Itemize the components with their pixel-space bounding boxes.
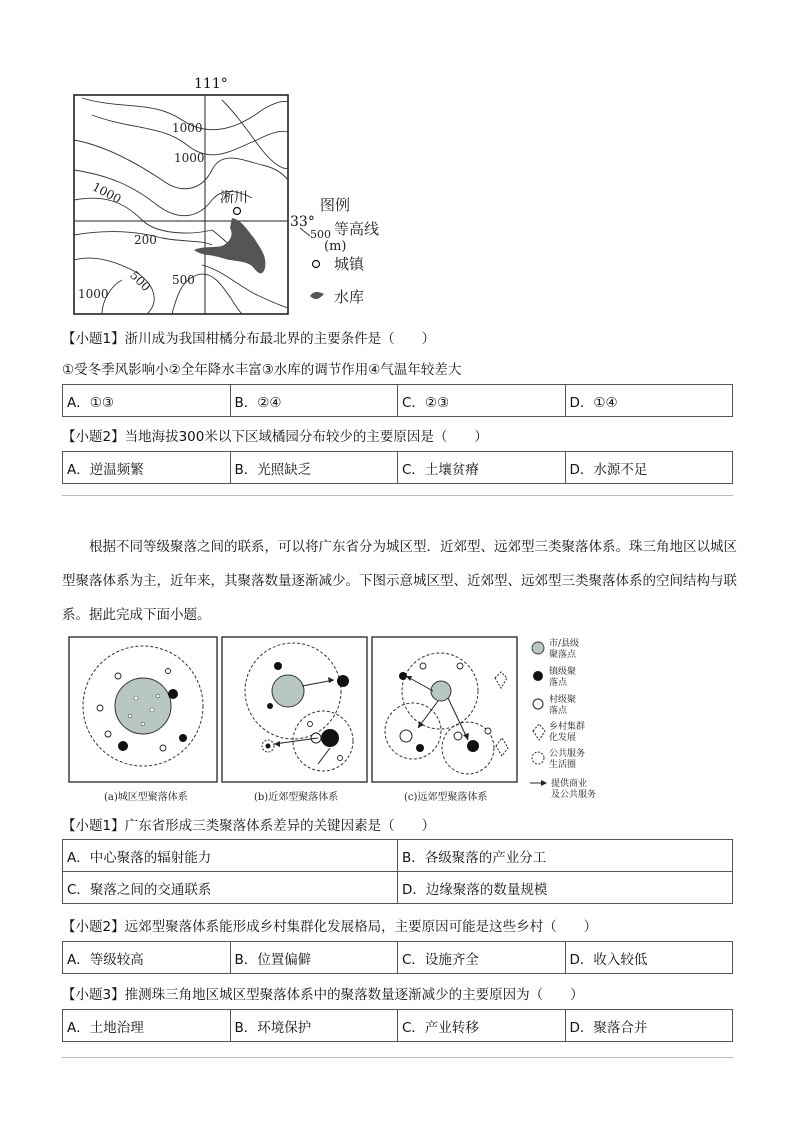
contour-label-4: 200 <box>134 233 157 247</box>
legend-reservoir-label: 水库 <box>334 288 365 306</box>
legend-item-label: 公共服务 <box>549 749 586 759</box>
legend-item-label: 市/县级 <box>549 639 580 649</box>
legend-reservoir-icon <box>310 292 324 299</box>
contour-label-6: 500 <box>172 273 195 287</box>
legend-town-icon <box>313 261 320 268</box>
legend-contour-label: 等高线 <box>334 220 380 238</box>
legend-contour-value: 500 <box>310 228 331 241</box>
legend-item-label: 落点 <box>549 678 568 688</box>
legend-item-label: 化发展 <box>549 733 577 743</box>
option-c[interactable]: C．产业转移 <box>398 1010 566 1042</box>
contour-label-3: 1000 <box>89 179 124 207</box>
option-d[interactable]: D．①④ <box>565 385 733 417</box>
options-table <box>62 451 733 484</box>
legend-town-label: 城镇 <box>334 255 365 273</box>
grey-dot-icon <box>532 642 544 654</box>
intro-paragraph <box>62 530 738 632</box>
options-table <box>62 384 733 417</box>
longitude-label: 111° <box>194 76 228 92</box>
question-stem: 【小题3】推测珠三角地区城区型聚落体系中的聚落数量逐渐减少的主要原因为（ ） <box>62 987 584 1003</box>
settlement-figure <box>68 636 618 808</box>
hollow-dot-icon <box>533 699 543 709</box>
legend-item-label: 聚落点 <box>549 650 577 660</box>
contour-label-2: 1000 <box>174 151 205 165</box>
option-d[interactable]: D．收入较低 <box>565 942 733 974</box>
option-d[interactable]: D．水源不足 <box>565 452 733 484</box>
caption-a: (a)城区型聚落体系 <box>104 792 188 803</box>
option-a[interactable]: A．①③ <box>63 385 231 417</box>
legend-item-label: 生活圈 <box>549 760 577 770</box>
option-c[interactable]: C．设施齐全 <box>398 942 566 974</box>
option-a[interactable]: A．土地治理 <box>63 1010 231 1042</box>
city-node <box>272 675 304 707</box>
option-c[interactable]: C．②③ <box>398 385 566 417</box>
option-c[interactable]: C．聚落之间的交通联系 <box>63 872 398 904</box>
latitude-label: 33° <box>290 214 315 230</box>
legend-title: 图例 <box>320 196 351 214</box>
options-table <box>62 941 733 974</box>
option-a[interactable]: A．等级较高 <box>63 942 231 974</box>
option-a[interactable]: A．逆温频繁 <box>63 452 231 484</box>
contour-label-1: 1000 <box>172 121 203 135</box>
question-stem: 【小题1】广东省形成三类聚落体系差异的关键因素是（ ） <box>62 818 436 834</box>
legend-item-label: 村级聚 <box>549 695 577 705</box>
caption-c: (c)远郊型聚落体系 <box>404 792 488 803</box>
panel-a <box>69 637 217 782</box>
dashed-circle-icon <box>532 752 544 764</box>
legend-item-label: 及公共服务 <box>551 790 597 800</box>
option-c[interactable]: C．土壤贫瘠 <box>398 452 566 484</box>
section-divider <box>62 1057 733 1058</box>
black-dot-icon <box>533 671 543 681</box>
town-marker <box>234 208 241 215</box>
caption-b: (b)近郊型聚落体系 <box>254 792 339 803</box>
legend-item-label: 落点 <box>549 706 568 716</box>
legend-contour-unit: (m) <box>324 239 347 254</box>
options-table <box>62 839 733 904</box>
options-table <box>62 1009 733 1042</box>
option-b[interactable]: B．光照缺乏 <box>230 452 398 484</box>
topographic-map <box>62 70 402 320</box>
section-divider <box>62 495 733 496</box>
panel-c <box>372 637 517 782</box>
statement-list: ①受冬季风影响小②全年降水丰富③水库的调节作用④气温年较差大 <box>62 362 462 378</box>
option-a[interactable]: A．中心聚落的辐射能力 <box>63 840 398 872</box>
option-b[interactable]: B．环境保护 <box>230 1010 398 1042</box>
question-stem: 【小题1】浙川成为我国柑橘分布最北界的主要条件是（ ） <box>62 331 436 347</box>
town-label: 淅川 <box>220 190 248 206</box>
question-stem: 【小题2】远郊型聚落体系能形成乡村集群化发展格局，主要原因可能是这些乡村（ ） <box>62 919 598 935</box>
legend-item-label: 乡村集群 <box>549 722 586 732</box>
option-d[interactable]: D．边缘聚落的数量规模 <box>398 872 733 904</box>
legend-item-label: 镇级聚 <box>549 667 577 677</box>
option-b[interactable]: B．②④ <box>230 385 398 417</box>
cluster-icon <box>533 724 545 740</box>
contour-label-5: 500 <box>127 268 154 295</box>
option-d[interactable]: D．聚落合并 <box>565 1010 733 1042</box>
question-stem: 【小题2】当地海拔300米以下区域橘园分布较少的主要原因是（ ） <box>62 429 488 445</box>
figure-legend <box>530 637 596 800</box>
legend-item-label: 提供商业 <box>551 779 588 789</box>
panel-b <box>222 637 367 782</box>
intro-text: 根据不同等级聚落之间的联系，可以将广东省分为城区型．近郊型、远郊型三类聚落体系。珠三角地区以城区型聚落体系为主，近年来，其聚落数量逐渐减少。下图示意城区型、近郊型、远郊型三类聚落体系的空间结构与联系。据此完成下面小题。 <box>62 539 737 623</box>
option-b[interactable]: B．位置偏僻 <box>230 942 398 974</box>
option-b[interactable]: B．各级聚落的产业分工 <box>398 840 733 872</box>
contour-label-7: 1000 <box>78 287 109 301</box>
